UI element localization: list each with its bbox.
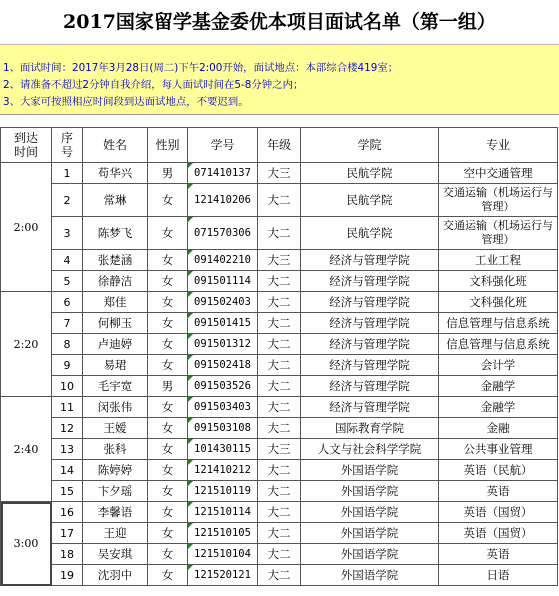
grade-cell: 大二 xyxy=(258,481,301,502)
major-cell: 工业工程 xyxy=(439,250,558,271)
student-name-cell: 常琳 xyxy=(83,184,148,217)
row-number-cell: 8 xyxy=(52,334,83,355)
table-row xyxy=(1,397,558,418)
table-row xyxy=(1,439,558,460)
header-major: 专业 xyxy=(439,128,558,163)
row-number-cell: 17 xyxy=(52,523,83,544)
major-cell: 英语（国贸） xyxy=(439,523,558,544)
college-cell: 经济与管理学院 xyxy=(301,334,439,355)
student-id-cell: 091501415 xyxy=(188,313,258,334)
student-id-cell: 071570306 xyxy=(188,217,258,250)
row-number-cell: 5 xyxy=(52,271,83,292)
college-cell: 国际教育学院 xyxy=(301,418,439,439)
major-cell: 交通运输（机场运行与管理） xyxy=(439,184,558,217)
table-row xyxy=(1,217,558,250)
student-name-cell: 卞夕瑶 xyxy=(83,481,148,502)
student-name-cell: 王嫒 xyxy=(83,418,148,439)
header-college: 学院 xyxy=(301,128,439,163)
major-cell: 文科强化班 xyxy=(439,271,558,292)
student-name-cell: 易珺 xyxy=(83,355,148,376)
gender-cell: 女 xyxy=(148,481,188,502)
table-row xyxy=(1,271,558,292)
header-grade: 年级 xyxy=(258,128,301,163)
gender-cell: 女 xyxy=(148,397,188,418)
gender-cell: 女 xyxy=(148,313,188,334)
major-cell: 金融学 xyxy=(439,376,558,397)
grade-cell: 大二 xyxy=(258,460,301,481)
header-arrival-time: 到达 时间 xyxy=(1,128,52,163)
major-cell: 信息管理与信息系统 xyxy=(439,334,558,355)
table-row xyxy=(1,523,558,544)
grade-cell: 大二 xyxy=(258,355,301,376)
gender-cell: 女 xyxy=(148,460,188,481)
student-name-cell: 毛宇宽 xyxy=(83,376,148,397)
major-cell: 日语 xyxy=(439,565,558,586)
college-cell: 外国语学院 xyxy=(301,502,439,523)
major-cell: 空中交通管理 xyxy=(439,163,558,184)
student-id-cell: 091503403 xyxy=(188,397,258,418)
row-number-cell: 16 xyxy=(52,502,83,523)
table-body xyxy=(1,163,558,586)
college-cell: 外国语学院 xyxy=(301,481,439,502)
student-id-cell: 121510105 xyxy=(188,523,258,544)
grade-cell: 大二 xyxy=(258,217,301,250)
student-name-cell: 闵张伟 xyxy=(83,397,148,418)
row-number-cell: 3 xyxy=(52,217,83,250)
student-name-cell: 陈婷婷 xyxy=(83,460,148,481)
gender-cell: 女 xyxy=(148,502,188,523)
grade-cell: 大三 xyxy=(258,439,301,460)
student-id-cell: 071410137 xyxy=(188,163,258,184)
gender-cell: 女 xyxy=(148,271,188,292)
row-number-cell: 18 xyxy=(52,544,83,565)
gender-cell: 男 xyxy=(148,376,188,397)
major-cell: 会计学 xyxy=(439,355,558,376)
major-cell: 英语（民航） xyxy=(439,460,558,481)
college-cell: 民航学院 xyxy=(301,163,439,184)
student-name-cell: 陈梦飞 xyxy=(83,217,148,250)
student-name-cell: 苟华兴 xyxy=(83,163,148,184)
note-line-1: 1、面试时间：2017年3月28日(周二)下午2:00开始，面试地点：本部综合楼419室； xyxy=(3,62,399,74)
college-cell: 外国语学院 xyxy=(301,523,439,544)
grade-cell: 大二 xyxy=(258,313,301,334)
row-number-cell: 12 xyxy=(52,418,83,439)
major-cell: 文科强化班 xyxy=(439,292,558,313)
student-id-cell: 121510104 xyxy=(188,544,258,565)
grade-cell: 大二 xyxy=(258,376,301,397)
student-id-cell: 121510114 xyxy=(188,502,258,523)
table-row xyxy=(1,565,558,586)
table-row xyxy=(1,460,558,481)
student-id-cell: 091503108 xyxy=(188,418,258,439)
gender-cell: 女 xyxy=(148,544,188,565)
college-cell: 外国语学院 xyxy=(301,565,439,586)
gender-cell: 女 xyxy=(148,418,188,439)
student-id-cell: 091501114 xyxy=(188,271,258,292)
college-cell: 外国语学院 xyxy=(301,460,439,481)
time-slot-cell: 2:40 xyxy=(1,397,52,502)
header-number: 序 号 xyxy=(52,128,83,163)
student-id-cell: 091503526 xyxy=(188,376,258,397)
table-row xyxy=(1,355,558,376)
row-number-cell: 10 xyxy=(52,376,83,397)
major-cell: 英语（国贸） xyxy=(439,502,558,523)
major-cell: 公共事业管理 xyxy=(439,439,558,460)
major-cell: 英语 xyxy=(439,544,558,565)
time-slot-cell: 3:00 xyxy=(1,502,52,586)
grade-cell: 大三 xyxy=(258,163,301,184)
major-cell: 金融学 xyxy=(439,397,558,418)
gender-cell: 女 xyxy=(148,439,188,460)
row-number-cell: 13 xyxy=(52,439,83,460)
student-name-cell: 何柳玉 xyxy=(83,313,148,334)
table-row xyxy=(1,163,558,184)
college-cell: 人文与社会科学学院 xyxy=(301,439,439,460)
college-cell: 经济与管理学院 xyxy=(301,271,439,292)
student-name-cell: 沈羽中 xyxy=(83,565,148,586)
row-number-cell: 1 xyxy=(52,163,83,184)
gender-cell: 女 xyxy=(148,184,188,217)
student-name-cell: 张科 xyxy=(83,439,148,460)
college-cell: 经济与管理学院 xyxy=(301,376,439,397)
table-row xyxy=(1,502,558,523)
gender-cell: 男 xyxy=(148,163,188,184)
major-cell: 英语 xyxy=(439,481,558,502)
gender-cell: 女 xyxy=(148,250,188,271)
grade-cell: 大三 xyxy=(258,250,301,271)
college-cell: 经济与管理学院 xyxy=(301,397,439,418)
table-row xyxy=(1,334,558,355)
gender-cell: 女 xyxy=(148,217,188,250)
student-id-cell: 121520121 xyxy=(188,565,258,586)
grade-cell: 大二 xyxy=(258,334,301,355)
table-row xyxy=(1,184,558,217)
grade-cell: 大二 xyxy=(258,502,301,523)
row-number-cell: 6 xyxy=(52,292,83,313)
student-id-cell: 091502418 xyxy=(188,355,258,376)
student-name-cell: 吴安琪 xyxy=(83,544,148,565)
grade-cell: 大二 xyxy=(258,565,301,586)
table-row xyxy=(1,376,558,397)
notes-panel xyxy=(0,45,559,115)
gender-cell: 女 xyxy=(148,523,188,544)
student-id-cell: 091402210 xyxy=(188,250,258,271)
interview-schedule-table xyxy=(0,127,558,586)
row-number-cell: 2 xyxy=(52,184,83,217)
gender-cell: 女 xyxy=(148,565,188,586)
row-number-cell: 9 xyxy=(52,355,83,376)
college-cell: 民航学院 xyxy=(301,217,439,250)
header-gender: 性别 xyxy=(148,128,188,163)
grade-cell: 大二 xyxy=(258,184,301,217)
grade-cell: 大二 xyxy=(258,544,301,565)
table-row xyxy=(1,313,558,334)
student-name-cell: 李馨语 xyxy=(83,502,148,523)
student-id-cell: 121510119 xyxy=(188,481,258,502)
student-id-cell: 101430115 xyxy=(188,439,258,460)
time-slot-cell: 2:00 xyxy=(1,163,52,292)
header-name: 姓名 xyxy=(83,128,148,163)
grade-cell: 大二 xyxy=(258,397,301,418)
row-number-cell: 7 xyxy=(52,313,83,334)
row-number-cell: 19 xyxy=(52,565,83,586)
student-id-cell: 091502403 xyxy=(188,292,258,313)
gender-cell: 女 xyxy=(148,292,188,313)
major-cell: 交通运输（机场运行与管理） xyxy=(439,217,558,250)
table-row xyxy=(1,418,558,439)
table-header-row xyxy=(1,128,558,163)
table-row xyxy=(1,481,558,502)
gender-cell: 女 xyxy=(148,355,188,376)
document-title: 2017国家留学基金委优本项目面试名单（第一组） xyxy=(0,0,559,45)
time-slot-cell: 2:20 xyxy=(1,292,52,397)
student-id-cell: 091501312 xyxy=(188,334,258,355)
grade-cell: 大二 xyxy=(258,292,301,313)
table-row xyxy=(1,544,558,565)
college-cell: 经济与管理学院 xyxy=(301,355,439,376)
student-name-cell: 张楚涵 xyxy=(83,250,148,271)
grade-cell: 大二 xyxy=(258,523,301,544)
college-cell: 外国语学院 xyxy=(301,544,439,565)
note-line-2: 2、请准备不超过2分钟自我介绍，每人面试时间在5-8分钟之内； xyxy=(3,79,304,91)
major-cell: 信息管理与信息系统 xyxy=(439,313,558,334)
student-name-cell: 郑佳 xyxy=(83,292,148,313)
row-number-cell: 4 xyxy=(52,250,83,271)
grade-cell: 大二 xyxy=(258,418,301,439)
student-name-cell: 徐静洁 xyxy=(83,271,148,292)
student-name-cell: 卢迪婷 xyxy=(83,334,148,355)
college-cell: 经济与管理学院 xyxy=(301,313,439,334)
note-line-3: 3、大家可按照相应时间段到达面试地点，不要迟到。 xyxy=(3,96,249,108)
student-id-cell: 121410212 xyxy=(188,460,258,481)
major-cell: 金融 xyxy=(439,418,558,439)
college-cell: 民航学院 xyxy=(301,184,439,217)
header-student-id: 学号 xyxy=(188,128,258,163)
row-number-cell: 14 xyxy=(52,460,83,481)
gender-cell: 女 xyxy=(148,334,188,355)
college-cell: 经济与管理学院 xyxy=(301,292,439,313)
grade-cell: 大二 xyxy=(258,271,301,292)
row-number-cell: 15 xyxy=(52,481,83,502)
student-id-cell: 121410206 xyxy=(188,184,258,217)
row-number-cell: 11 xyxy=(52,397,83,418)
table-row xyxy=(1,250,558,271)
college-cell: 经济与管理学院 xyxy=(301,250,439,271)
student-name-cell: 王迎 xyxy=(83,523,148,544)
table-row xyxy=(1,292,558,313)
